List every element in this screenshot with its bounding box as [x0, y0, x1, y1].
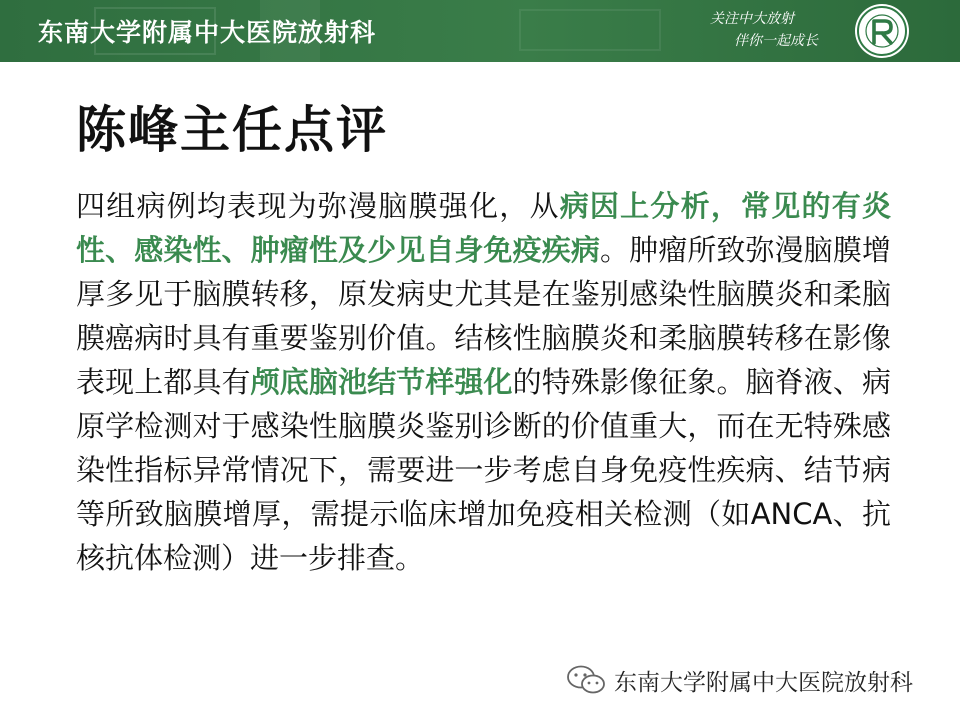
watermark — [566, 660, 913, 700]
highlighted-cause-text: 病因上分析，常见的有炎性、感染性、肿瘤性及少见自身免疫疾病 — [76, 189, 891, 267]
paragraph-segment: 的特殊影像征象。脑脊液、病原学检测对于感染性脑膜炎鉴别诊断的价值重大，而在无特殊感染性指标异常情况下，需要进一步考虑自身免疫性疾病、结节病等所致脑膜增厚，需提示临床增加免疫相关检测（如ANCA、抗核抗体检测）进一步排查。 — [76, 365, 891, 575]
slogan-line-1: 关注中大放射 — [710, 11, 794, 27]
slogan — [700, 8, 850, 52]
highlighted-sign-text: 颅底脑池结节样强化 — [250, 365, 513, 399]
slogan-line-2: 伴你一起成长 — [734, 33, 818, 49]
hospital-name: 东南大学附属中大医院放射科 — [38, 18, 377, 47]
header-bar — [0, 0, 960, 62]
wechat-icon — [566, 664, 606, 696]
paragraph-segment: 四组病例均表现为弥漫脑膜强化，从 — [76, 189, 560, 223]
comment-paragraph — [76, 184, 891, 580]
hospital-seal-logo-icon — [854, 3, 910, 59]
paragraph-segment: 。肿瘤所致弥漫脑膜增厚多见于脑膜转移，原发病史尤其是在鉴别感染性脑膜炎和柔脑膜癌病时具有重要鉴别价值。结核性脑膜炎和柔脑膜转移在影像表现上都具有 — [76, 233, 891, 399]
slide-title: 陈峰主任点评 — [76, 101, 388, 159]
watermark-text: 东南大学附属中大医院放射科 — [614, 669, 913, 696]
